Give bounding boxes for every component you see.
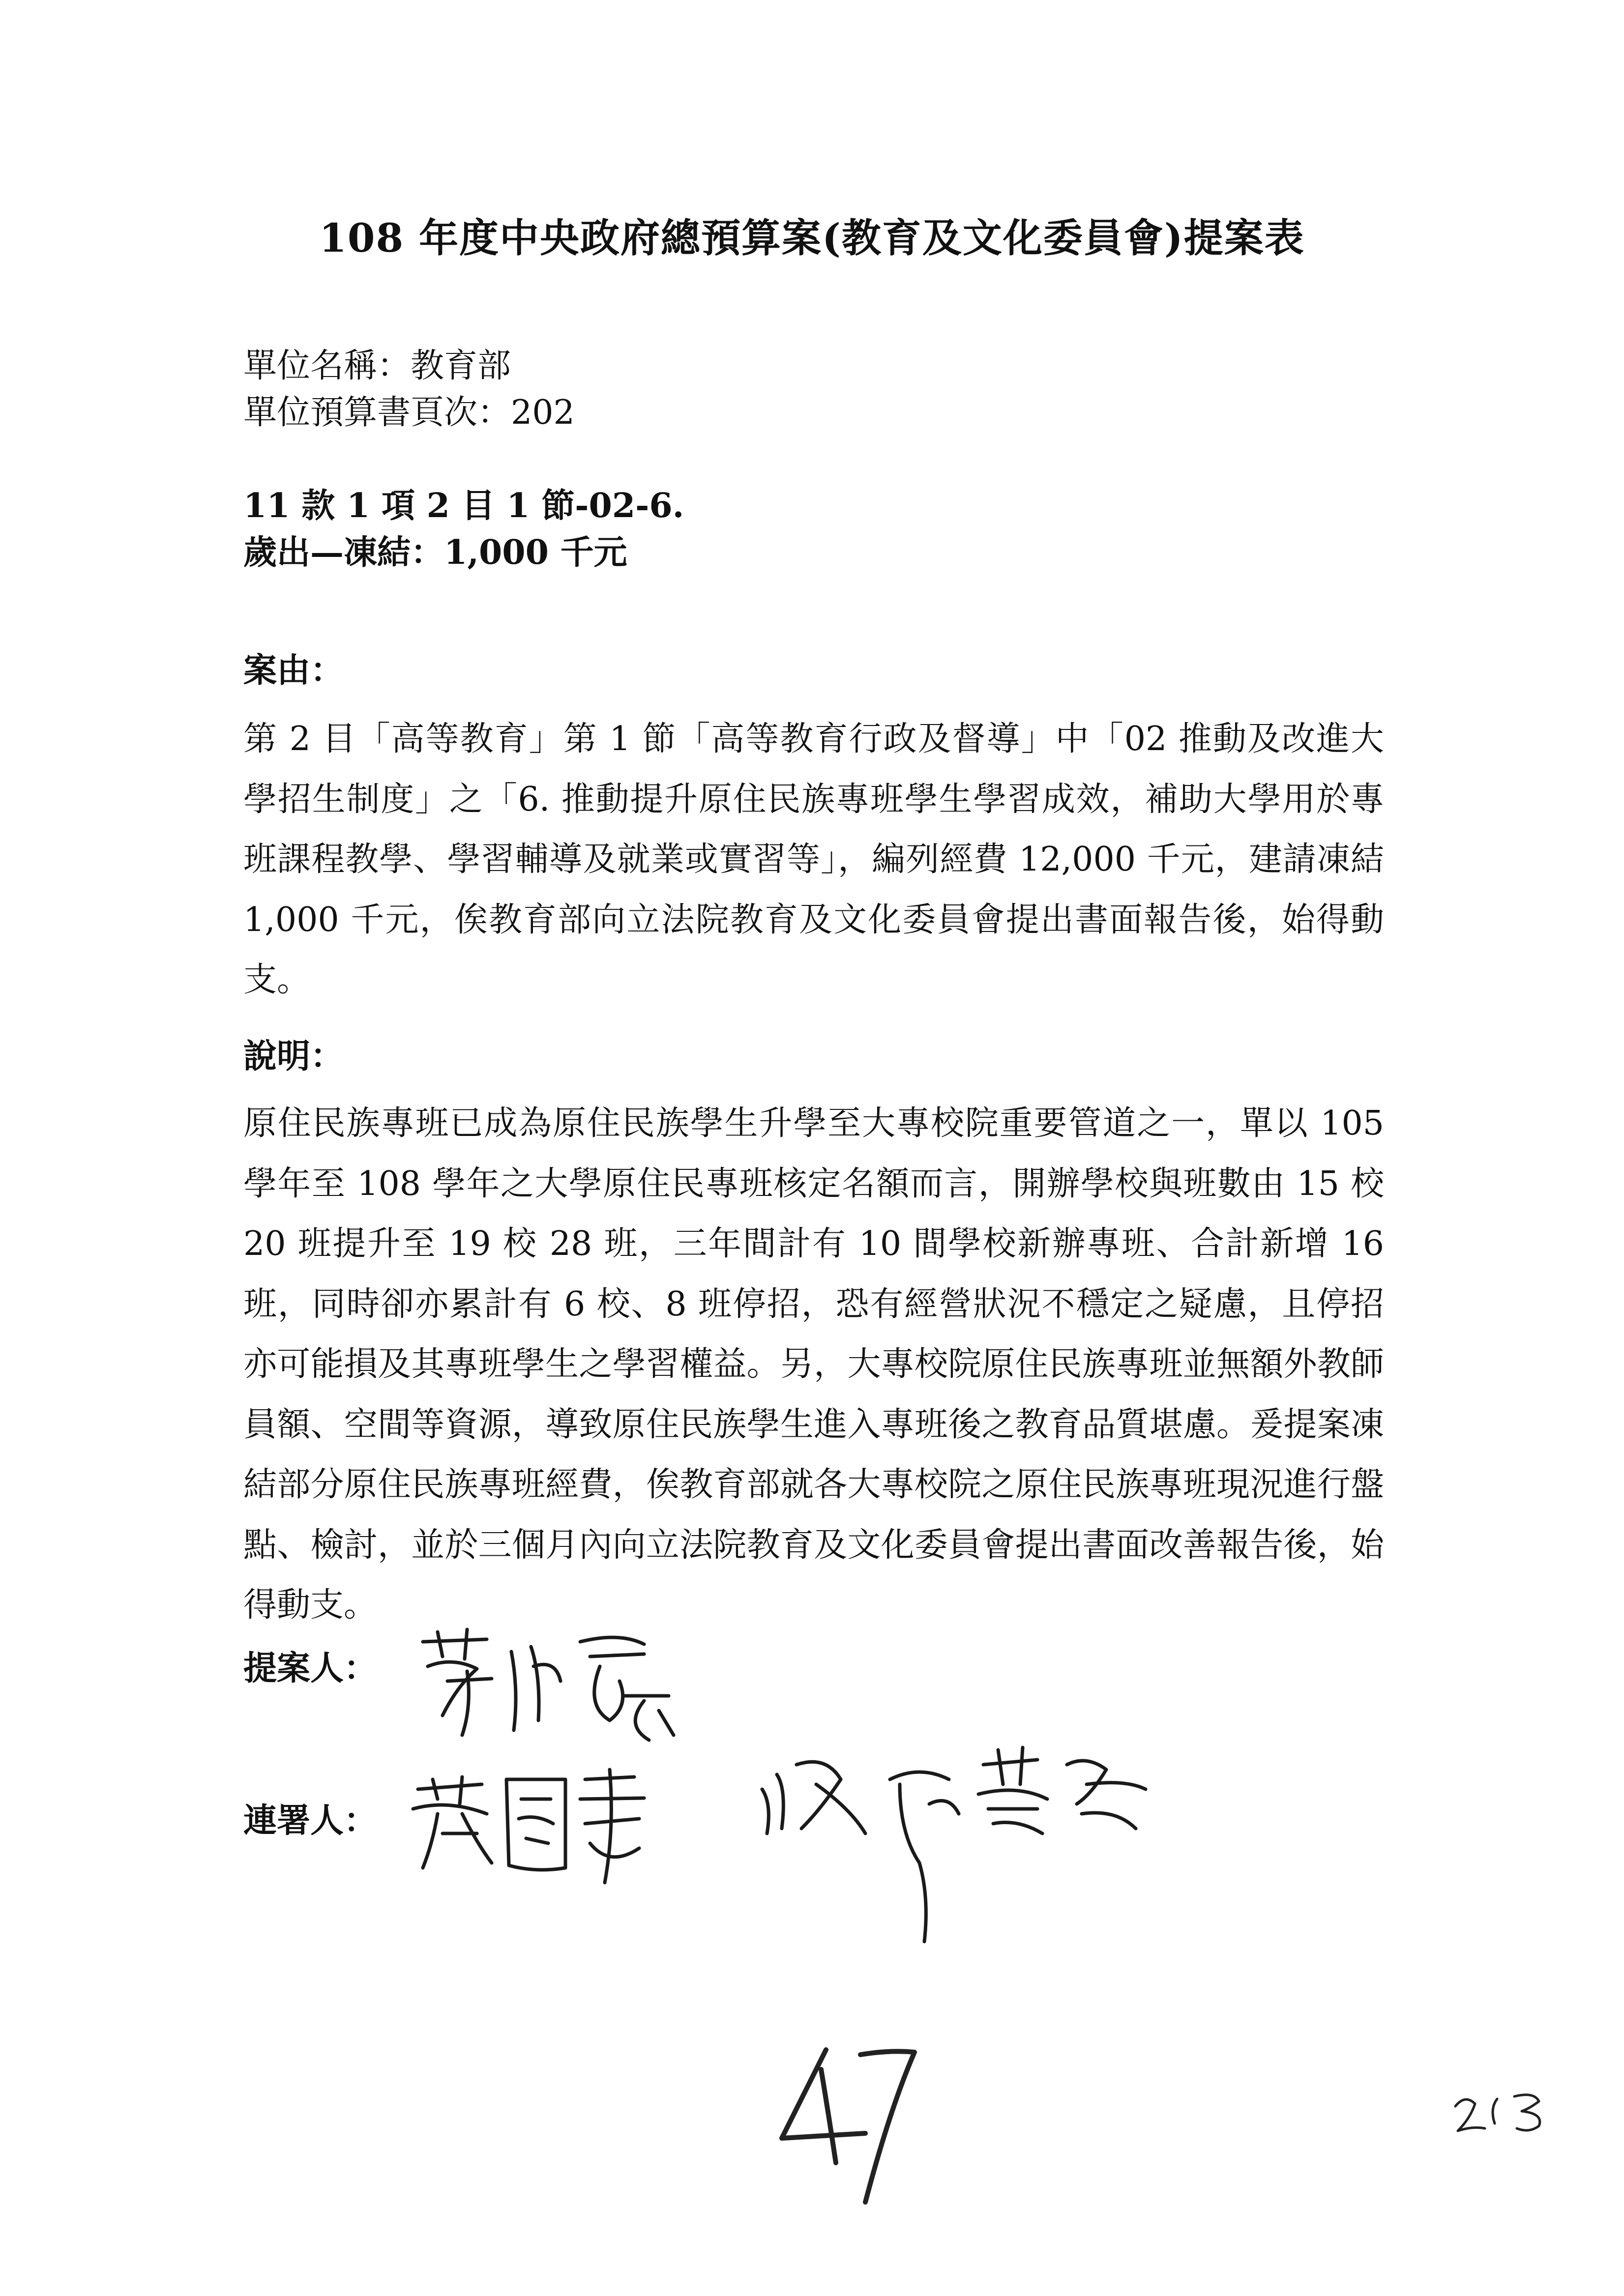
proposer-label: 提案人：: [243, 1649, 378, 1688]
expenditure-freeze: 歲出—凍結：1,000 千元: [243, 533, 627, 572]
cosigner-signature-2: [742, 1735, 1165, 1961]
proposer-signature: [413, 1622, 688, 1750]
cosigner-label: 連署人：: [243, 1801, 378, 1840]
reason-text: 第 2 目「高等教育」第 1 節「高等教育行政及督導」中「02 推動及改進大學招生制度」之「6. 推動提升原住民族專班學生學習成效，補助大學用於專班課程教學、學習輔導及就業或實習等」，編列經費 12,000 千元，建請凍結 1,000 千元，俟教育部向立法院教育及文化委員會提出書面報告後，始得動支。: [243, 720, 1384, 999]
unit-name: 單位名稱：教育部: [243, 347, 511, 385]
reason-heading: 案由：: [243, 651, 344, 690]
handwritten-margin-number: [1450, 2084, 1564, 2138]
budget-page: 單位預算書頁次：202: [243, 393, 575, 432]
cosigner-signature-1: [403, 1760, 659, 1888]
item-code: 11 款 1 項 2 目 1 節-02-6.: [243, 486, 684, 525]
explanation-heading: 說明：: [243, 1037, 344, 1076]
explanation-text: 原住民族專班已成為原住民族學生升學至大專校院重要管道之一，單以 105 學年至 108 學年之大學原住民專班核定名額而言，開辦學校與班數由 15 校 20 班提升至 19 校 28 班，三年間計有 10 間學校新辦專班、合計新增 16 班，同時卻亦累計有 6 校、8 班停招，恐有經營狀況不穩定之疑慮，且停招亦可能損及其專班學生之學習權益。另，大專校院原住民族專班並無額外教師員額、空間等資源，導致原住民族學生進入專班後之教育品質堪慮。爰提案凍結部分原住民族專班經費，俟教育部就各大專校院之原住民族專班現況進行盤點、檢討，並於三個月內向立法院教育及文化委員會提出書面改善報告後，始得動支。: [243, 1104, 1384, 1625]
handwritten-page-number: [767, 2040, 924, 2207]
document-title: 108 年度中央政府總預算案(教育及文化委員會)提案表: [319, 215, 1305, 261]
